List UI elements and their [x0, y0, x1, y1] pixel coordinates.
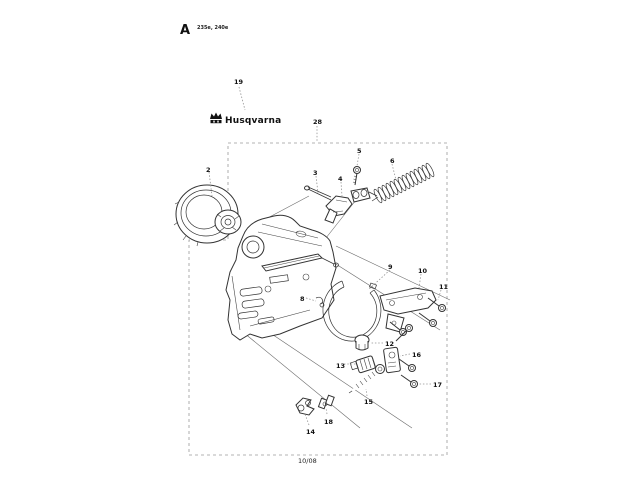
clamp-part — [318, 395, 334, 409]
callout-12: 12 — [385, 340, 395, 348]
crankcase-body-part — [226, 215, 339, 340]
callout-18: 18 — [324, 418, 334, 426]
callout-28: 28 — [313, 118, 323, 126]
callout-8: 8 — [300, 295, 305, 303]
callout-14: 14 — [306, 428, 316, 436]
callout-6: 6 — [390, 157, 395, 165]
callout-3: 3 — [313, 169, 318, 177]
callout-4: 4 — [338, 175, 343, 183]
callout-13: 13 — [336, 362, 346, 370]
clutch-drum-part — [174, 185, 241, 246]
callout-5: 5 — [357, 147, 362, 155]
brake-lever-part — [305, 186, 378, 223]
footer-date: 10/08 — [298, 457, 317, 465]
husqvarna-crown-icon — [210, 113, 222, 124]
callout-10: 10 — [418, 267, 428, 275]
tensioner-knob-part — [355, 335, 369, 350]
callout-15: 15 — [364, 398, 374, 406]
tensioner-block-part — [383, 347, 400, 373]
lever-screw-part — [353, 167, 361, 186]
brand-name: Husqvarna — [225, 116, 282, 126]
callout-19: 19 — [234, 78, 244, 86]
page-title: A — [180, 23, 191, 38]
callout-9: 9 — [388, 263, 393, 271]
clip-part — [296, 398, 314, 415]
callout-17: 17 — [433, 381, 443, 389]
callout-11: 11 — [439, 283, 449, 291]
cluster-screws-right — [399, 359, 418, 388]
model-code: 235e, 240e — [197, 25, 229, 31]
callout-2: 2 — [206, 166, 211, 174]
callout-16: 16 — [412, 351, 422, 359]
brand-logo — [210, 113, 281, 127]
tension-spring-part — [372, 162, 435, 203]
